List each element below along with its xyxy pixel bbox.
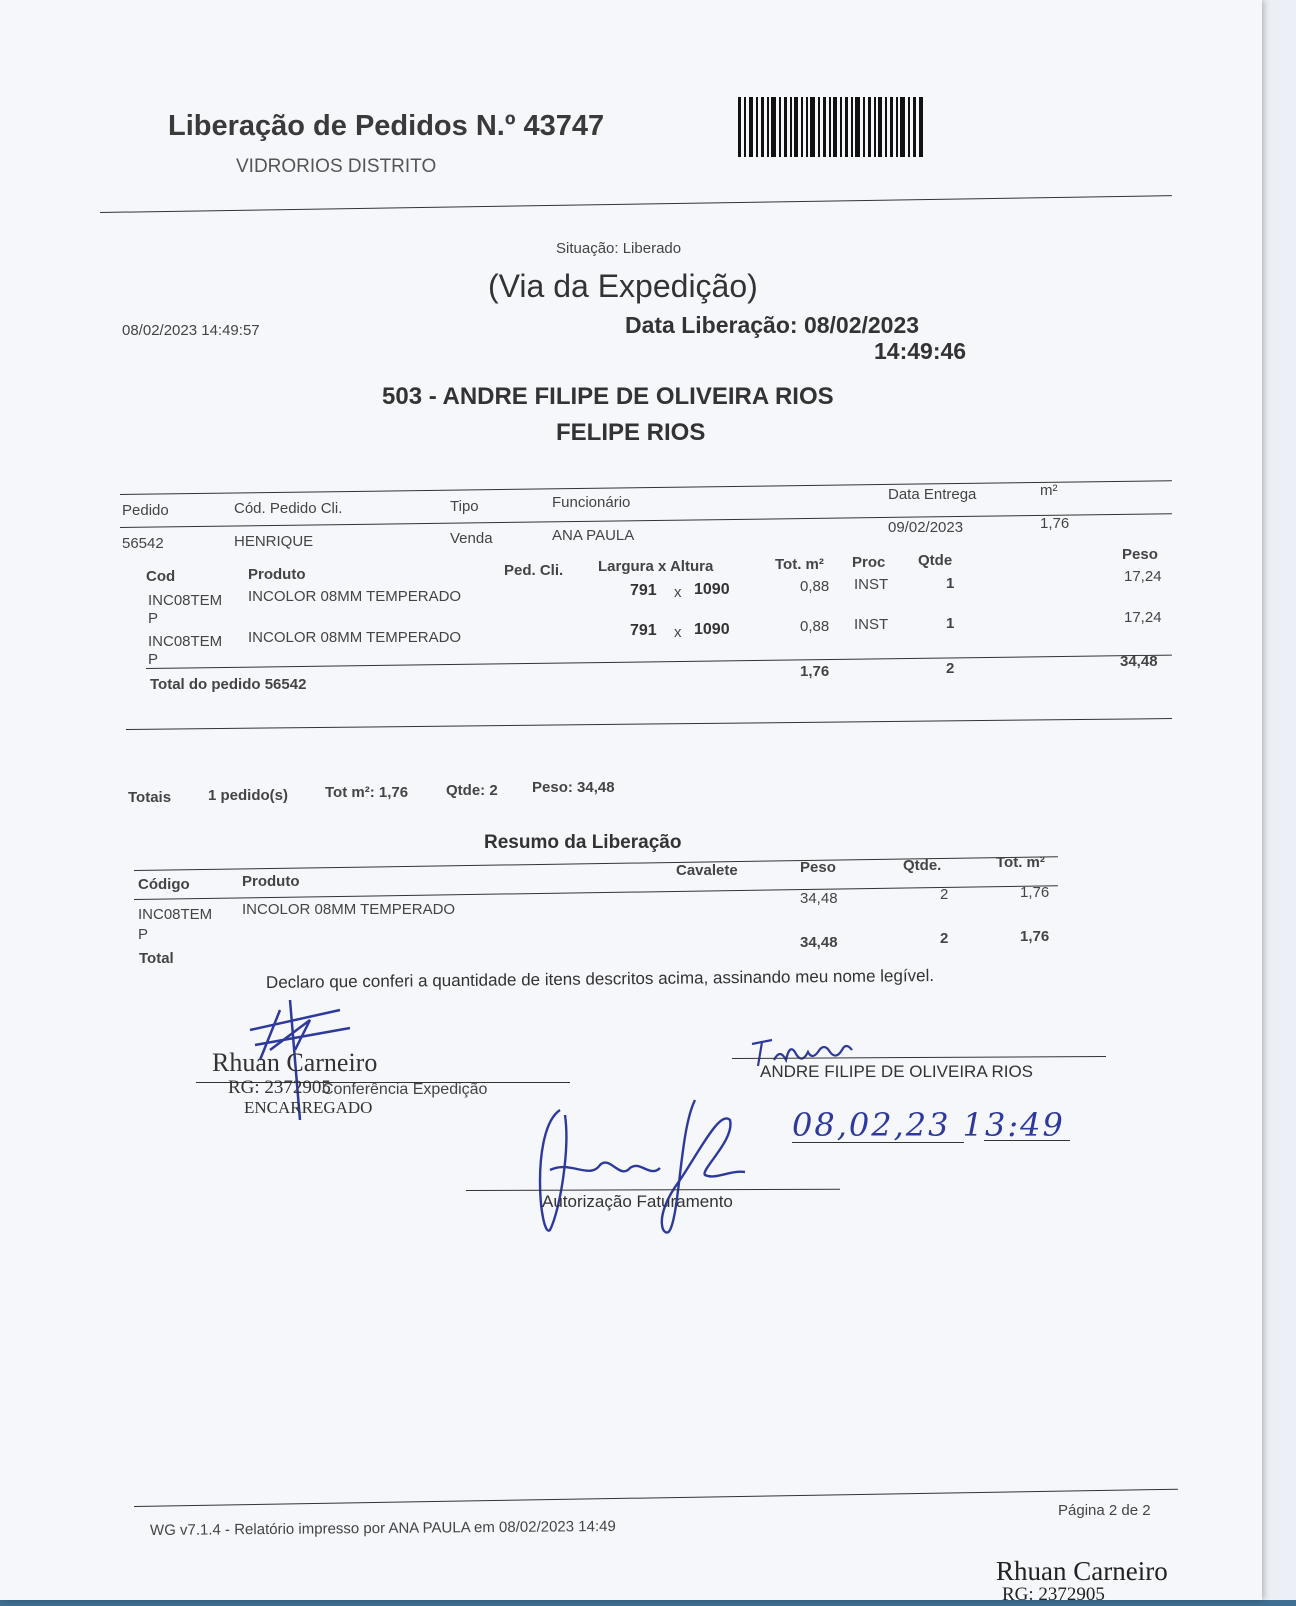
resumo-peso: 34,48 [800,890,838,907]
resumo-total-peso: 34,48 [800,934,838,951]
client-sign-label: ANDRE FILIPE DE OLIVEIRA RIOS [760,1062,1034,1081]
client-nickname: FELIPE RIOS [556,419,706,446]
conferencia-label: Conferência Expedição [322,1081,488,1098]
resumo-cod: INC08TEM [138,906,213,923]
autorizacao-signature-icon [530,1090,770,1240]
item-peso: 17,24 [1124,609,1162,626]
via-title: (Via da Expedição) [488,268,758,304]
resumo-total-qtde: 2 [940,930,949,947]
order-total-m2: 1,76 [800,663,830,680]
resumo-col-tot-m2: Tot. m² [996,854,1045,871]
time-underline [984,1140,1070,1141]
col-data-entrega: Data Entrega [888,486,977,503]
resumo-col-cavalete: Cavalete [676,862,738,879]
resumo-col-produto: Produto [242,873,300,890]
stamp-rg: RG: 2372905 [228,1077,331,1098]
items-col-cod: Cod [146,568,176,585]
val-m2: 1,76 [1040,515,1070,532]
items-col-produto: Produto [248,566,306,583]
release-date: Data Liberação: 08/02/2023 [625,312,920,338]
item-cod: INC08TEM [148,592,223,609]
val-pedido: 56542 [122,535,164,552]
col-tipo: Tipo [450,498,479,515]
col-m2: m² [1040,482,1058,499]
items-total-line [146,655,1172,669]
order-top-line [120,480,1172,495]
barcode-icon [738,95,926,159]
item-cod-cont: P [148,610,159,627]
col-pedido: Pedido [122,502,169,519]
item-tot-m2: 0,88 [800,578,830,595]
print-timestamp: 08/02/2023 14:49:57 [122,322,260,339]
item-qtde: 1 [946,575,955,592]
totais-peso: Peso: 34,48 [532,779,615,796]
item-produto: INCOLOR 08MM TEMPERADO [248,588,462,605]
client-name: 503 - ANDRE FILIPE DE OLIVEIRA RIOS [382,383,834,410]
item-altura: 1090 [694,621,730,638]
resumo-col-peso: Peso [800,859,836,876]
items-col-largura-altura: Largura x Altura [598,558,714,575]
totais-tot-m2: Tot m²: 1,76 [325,784,409,801]
item-qtde: 1 [946,615,955,632]
item-x: x [674,624,682,641]
item-proc: INST [854,576,889,593]
footer-stamp-name: Rhuan Carneiro [996,1556,1168,1586]
order-total-label: Total do pedido 56542 [150,676,307,693]
resumo-qtde: 2 [940,886,949,903]
company-name: VIDRORIOS DISTRITO [236,156,437,177]
items-col-qtde: Qtde [918,552,953,569]
resumo-title: Resumo da Liberação [484,832,682,853]
item-cod-cont: P [148,651,159,668]
order-total-qtde: 2 [946,660,955,677]
stamp-encarregado: ENCARREGADO [244,1098,373,1117]
resumo-tot-m2: 1,76 [1020,884,1050,901]
footer-line [134,1489,1178,1507]
resumo-cod-cont: P [138,926,149,943]
item-largura: 791 [630,582,657,599]
col-cod-cli: Cód. Pedido Cli. [234,500,343,517]
items-col-tot-m2: Tot. m² [775,556,824,573]
resumo-total-label: Total [139,950,174,967]
totais-qtde: Qtde: 2 [446,782,498,799]
document-title: Liberação de Pedidos N.º 43747 [168,110,605,142]
resumo-produto: INCOLOR 08MM TEMPERADO [242,901,456,918]
val-tipo: Venda [450,530,493,547]
totais-pedidos: 1 pedido(s) [208,787,289,804]
item-proc: INST [854,616,889,633]
date-underline [792,1142,964,1143]
autorizacao-label: Autorização Faturamento [542,1192,733,1211]
col-funcionario: Funcionário [552,494,631,511]
items-col-proc: Proc [852,554,886,571]
totais-label: Totais [128,789,172,806]
handwritten-date: 08,02,23 13:49 [792,1106,1065,1144]
resumo-col-codigo: Código [138,876,190,893]
items-col-peso: Peso [1122,546,1158,563]
item-cod: INC08TEM [148,633,223,650]
order-total-peso: 34,48 [1120,653,1158,670]
items-col-ped-cli: Ped. Cli. [504,562,564,579]
declaration-text: Declaro que conferi a quantidade de itens descritos acima, assinando meu nome legível. [265,966,935,992]
resumo-total-tot-m2: 1,76 [1020,928,1050,945]
resumo-col-qtde: Qtde. [903,857,942,874]
item-peso: 17,24 [1124,568,1162,585]
val-data-entrega: 09/02/2023 [888,519,964,536]
item-largura: 791 [630,622,657,639]
page-number: Página 2 de 2 [1058,1502,1151,1519]
stamp-name: Rhuan Carneiro [212,1048,378,1077]
items-bottom-line [126,718,1172,730]
val-cod-cli: HENRIQUE [234,533,314,550]
footer-printed-by: WG v7.1.4 - Relatório impresso por ANA PAULA em 08/02/2023 14:49 [149,1517,616,1539]
item-produto: INCOLOR 08MM TEMPERADO [248,629,462,646]
status-text: Situação: Liberado [556,240,682,257]
release-time: 14:49:46 [874,338,967,364]
item-x: x [674,584,682,601]
val-funcionario: ANA PAULA [552,527,635,544]
item-tot-m2: 0,88 [800,618,830,635]
item-altura: 1090 [694,581,730,598]
header-divider [100,195,1172,213]
footer-stamp-rg: RG: 2372905 [1002,1584,1105,1605]
